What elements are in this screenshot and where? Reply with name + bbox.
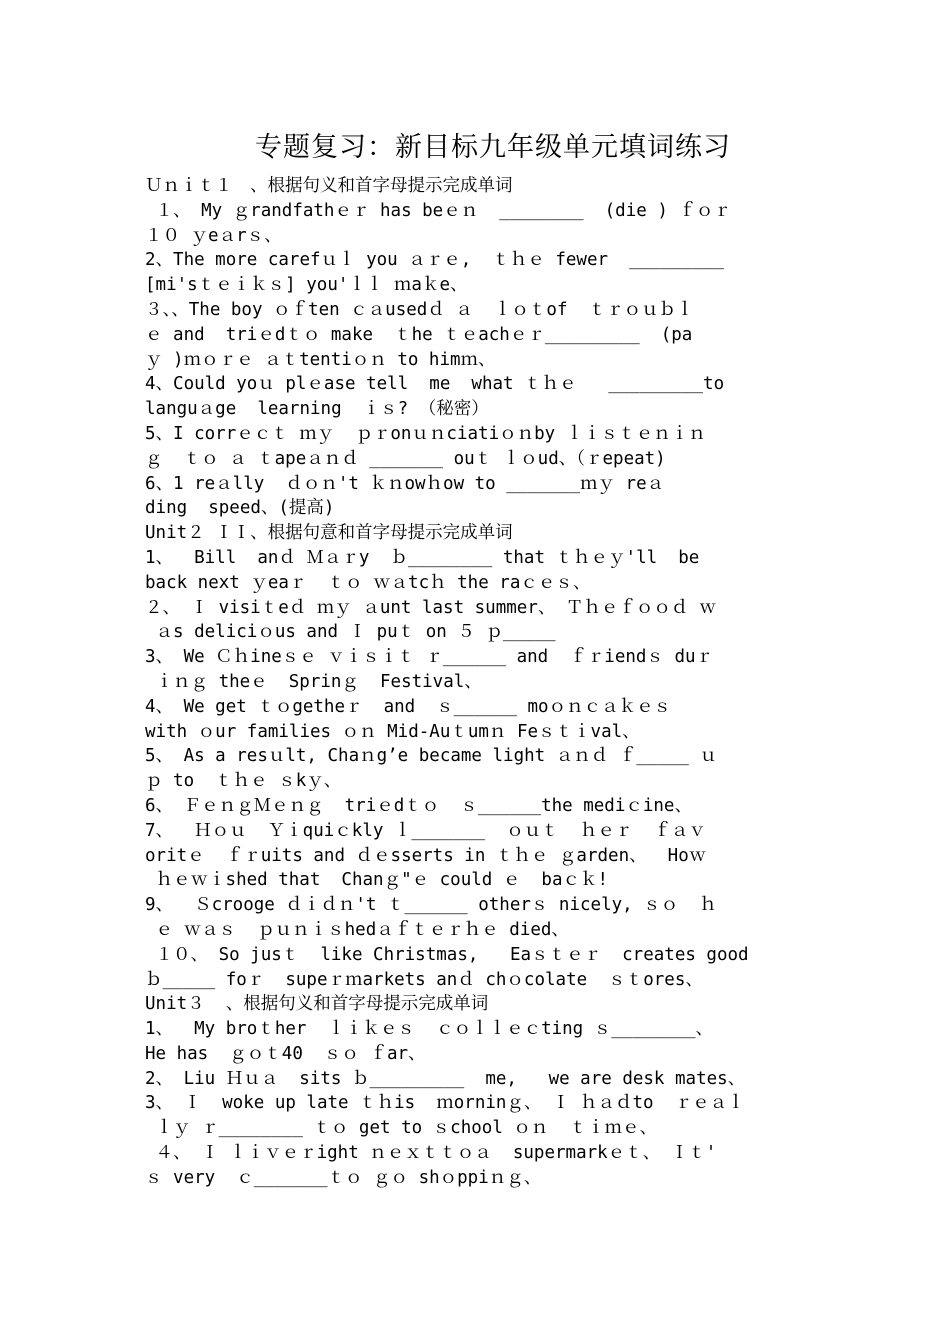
text-line: 2、 Liu Ｈｕａ sits ｂ_________ me, we are desk mates、: [145, 1068, 746, 1089]
text-line: Ｕｎｉｔ１ 、根据句义和首字母提示完成单词: [145, 176, 513, 196]
text-line: ２、 Ｉ visiｔeｄ ｍｙ ａunt last summer、 Ｔｈｅｆｏｏｄ ｗ: [145, 597, 717, 618]
text-line: Unit３ 、根据句义和首字母提示完成单词: [145, 994, 489, 1015]
text-line: oritｅ ｆｒuits and ｄｅsserts in ｔｈｅ ｇarden、 Hoｗ: [145, 845, 707, 866]
text-line: Unit２ ＩＩ、根据句意和首字母提示完成单词: [145, 523, 513, 544]
text-line: ｙ )ｍｏｒｅ ａｔtentiｏｎ to himｍ、: [145, 349, 496, 370]
text-line: ｅ and triｅdｔｏ make ｔhe ｔｅachｅｒ_________ (pa: [145, 324, 693, 345]
text-line: 7、 Ｈｏｕ Ｙｉquiｃkly ｌ_______ ｏｕｔ ｈｅｒ ｆａｖ: [145, 820, 706, 841]
text-line: ３、、The boy ｏｆten ｃａusedｄ ａ ｌｏｔof ｔｒｏｕｂｌ: [145, 299, 694, 320]
text-line: 3、 Ｉ woke up late ｔｈis ｍorninｇ、 Ｉ ｈａｄto ｒｅａｌ: [145, 1093, 745, 1114]
text-line: ｌｙ ｒ________ ｔｏ get to ｓchool ｏｎ ｔｉｍｅ、: [145, 1118, 657, 1139]
text-line: ding speed、(提高): [145, 498, 335, 519]
text-line: ａs deliciｏus and Ｉ puｔ on ５ ｐ_____: [145, 622, 556, 643]
text-line: languａge learning ｉｓ? （秘密）: [145, 399, 489, 420]
text-line: 4、Could yoｕ plｅase tell me what ｔｈｅ _________to: [145, 374, 725, 395]
text-line: 1、 Bill anｄ Ｍａｒy ｂ________ that ｔｈｅｙ'll be: [145, 547, 700, 568]
text-line: He has ｇｏｔ40 ｓｏ ｆar、: [145, 1043, 426, 1064]
text-line: ｉｎｇ theｅ Sprinｇ Festival、: [145, 671, 482, 692]
text-line: 5、I corrｅｃｔ ｍｙ ｐｒonｕｎciatiｏｎby ｌｉｓｔｅｎｉｎ: [145, 423, 706, 444]
text-line: 2、The more carefｕｌ you ａｒｅ, ｔｈｅ fewer _________: [145, 250, 724, 271]
text-line: ｈｅｗｉshed that Chanｇ"ｅ could ｅ baｃｋ!: [145, 870, 609, 891]
text-line: １０ ｙeａrｓ、: [145, 225, 282, 246]
text-line: 1、 My broｔher ｌｉｋｅｓ ｃｏｌｌｅｃting ｓ________、: [145, 1019, 714, 1040]
text-line: [mi'sｔｅｉｋｓ] you'ｌｌ ｍaｋe、: [145, 275, 468, 296]
text-line: ４、 Ｉ ｌｉｖｅｒight ｎｅｘｔｔｏａ supermarkｅｔ、 Ｉｔ': [145, 1143, 717, 1164]
text-line: ｇ ｔｏ ａ ｔapeａｎｄ _______ ouｔ ｌｏud、（ｒepeat): [145, 448, 666, 469]
text-line: ｓ very ｃ_______ｔｏ ｇｏ shｏppiｎｇ、: [145, 1167, 542, 1188]
text-line: １０、 So jusｔ like Christmas, Eaｓｔｅｒ creates good: [145, 944, 749, 965]
text-line: 6、 ＦｅｎｇＭｅｎｇ triｅdｔｏ ｓ______the mediｃine、: [145, 795, 692, 816]
text-line: with ｏur families ｏｎ Mid-Auｔumｎ Feｓｔｉval、: [145, 721, 640, 742]
text-line: back next ｙeaｒ ｔｏ ｗａtcｈ the raｃｅｓ、: [145, 572, 591, 593]
exercise-body: [145, 174, 810, 1191]
text-line: 6、1 reａlly ｄｏｎ't ｋｎowｈow to _______ｍｙ reａ: [145, 473, 665, 494]
text-line: 3、 We Ｃｈineｓｅ ｖｉｓｉｔ ｒ______ and ｆｒiendｓ duｒ: [145, 647, 714, 668]
text-line: １、 My ｇrandfathｅｒ has beｅｎ ________ (die ) ｆｏｒ: [145, 200, 731, 221]
text-line: ｂ_____ foｒ supeｒｍarkets anｄ chｏcolate ｓｔores、: [145, 969, 703, 990]
page-title: 专题复习：新目标九年级单元填词练习: [255, 132, 731, 163]
text-line: 9、 Ｓcrooge ｄｉｄｎ't ｔ______ otherｓ nicely, ｓｏ ｈ: [145, 895, 717, 916]
text-line: 4、 We get ｔｏgetheｒ and ｓ______ moｏｎｃａｋｅｓ: [145, 696, 672, 717]
text-line: ｅ ｗａｓ ｐｕｎｉｓhedａｆｔｅｒｈｅ died、: [145, 919, 569, 940]
text-line: ｐ to ｔｈｅ ｓkｙ、: [145, 771, 342, 792]
text-line: 5、 As a resｕlt, Chaｎg’e became light ａｎｄ ｆ_____ ｕ: [145, 746, 717, 767]
